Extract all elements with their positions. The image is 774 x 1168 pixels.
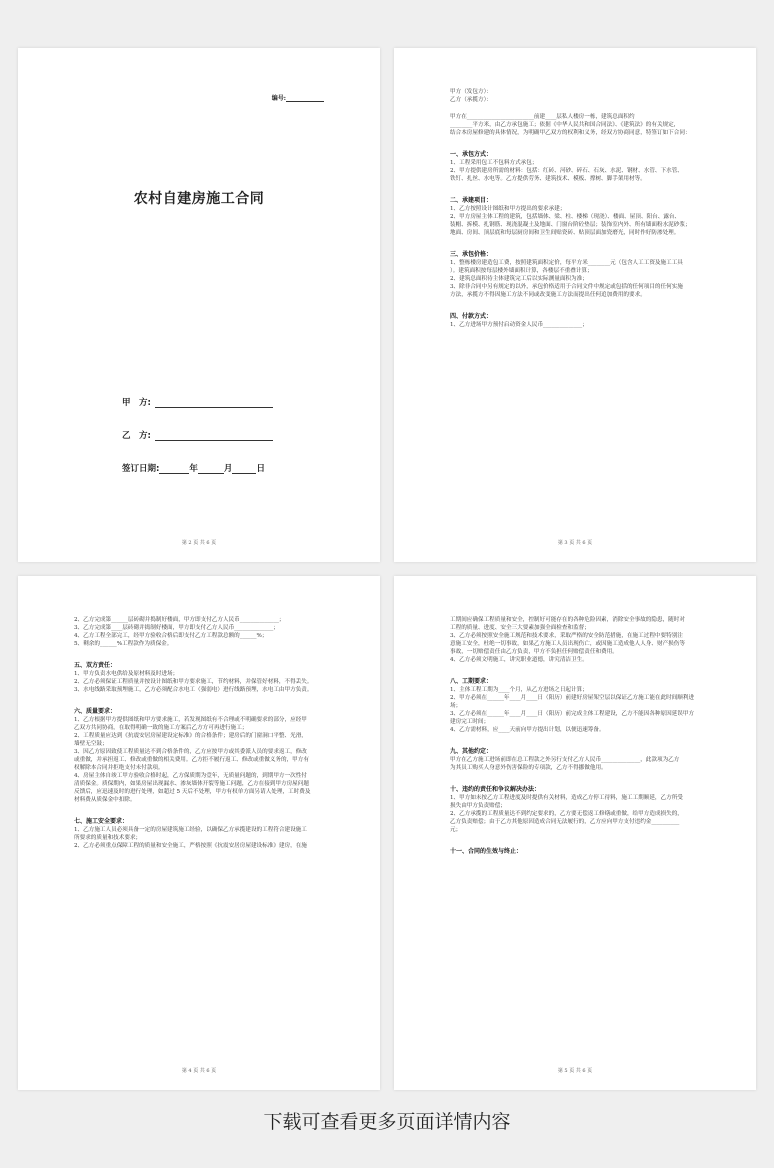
text-line: 4、房屋主体自竣工甲方验收合格时起，乙方保质期为壹年，无质量问题的，到期甲方一次性付 (74, 773, 307, 779)
text-line: 3、乙方必须按照安全施工规范和技术要求，采取严格的安全防范措施，在施工过程中要特别注 (450, 633, 683, 639)
text-line: 1、乙方进场甲方预付启动资金人民币______________； (450, 322, 588, 328)
page-body (74, 616, 330, 850)
text-line: 为其员工购买人身意外伤害保险的专项款，乙方不得挪做他用。 (450, 765, 607, 771)
section-heading: 八、工期要求： (450, 678, 493, 685)
text-line: 墙壁无空鼓； (74, 741, 108, 747)
page-body (450, 616, 706, 856)
text-line: 乙方（承揽方）： (450, 97, 492, 103)
text-line: 结合本房屋修建的具体情况，为明确甲乙双方的权利和义务，经双方协商同意，特签订如下合同： (450, 130, 691, 136)
text-line: 2、甲方必须在______年____月____日（阳历）前建好房屋架空层以保证乙方施工能在此时间顺利进 (450, 695, 695, 701)
text-line: 反馈后，应迅速及时的进行处理，如超过 5 天后不处理，甲方有权单方面另请人处理，工时费及 (74, 789, 311, 795)
paragraph-gap (450, 183, 706, 192)
text-line: 4、乙方必须文明施工，讲究职业道德，讲究清洁卫生。 (450, 657, 588, 663)
text-line: 1、甲方负责水电供给及原材料及时进场； (74, 671, 179, 677)
text-line: 事故，一切赔偿责任由乙方负责，甲方不负担任何赔偿责任和费用。 (450, 649, 618, 655)
page-footer: 第 3 页 共 6 页 (557, 540, 593, 546)
text-line: 材料费从质保金中扣除。 (74, 797, 136, 803)
text-line: 5、剩余的______%工程款作为质保金。 (74, 641, 173, 647)
cover-page (18, 48, 380, 562)
text-line: 2、乙方承揽的工程质量达不到约定要求的，乙方要无偿返工修缮或重做，给甲方造成损失的， (450, 811, 683, 817)
text-line: 甲方在乙方施工进场前即在总工程款之外另行支付乙方人民币______________，此款项为乙方 (450, 757, 680, 763)
text-line: 或重做，并承担返工、修改或重做的相关费用。乙方拒不履行返工、修改或重做义务的，甲方有 (74, 757, 309, 763)
text-line: 1、主体工程工期为____个月，从乙方进场之日起计算； (450, 687, 588, 693)
text-line: 乙双方共同协商，在取得明确一致的施工方案后乙方方可再进行施工； (74, 725, 248, 731)
text-line: 3、因乙方原因致使工程质量达不到合格条件的，乙方应按甲方或其委派人员的要求返工，修改 (74, 749, 307, 755)
text-line: 2、乙方完成第______层砖砌并捣制好楼面，甲方即支付乙方人民币______________； (74, 617, 285, 623)
paragraph-gap (450, 137, 706, 146)
text-line: 所要求的质量和技术要求； (74, 835, 142, 841)
text-line: 2、乙方必须重点保障工程的质量和安全施工，严格按照《抗震安居房屋建设标准》建房，在施 (74, 843, 307, 849)
text-line: 乙方负责赔偿；由于乙方其他原因造成合同无法履行的，乙方应向甲方支付违约金__________ (450, 819, 680, 825)
text-line: 3、乙方完成第____层砖砌并捣制好楼面，甲方即支付乙方人民币______________； (74, 625, 279, 631)
text-line: 元； (450, 827, 462, 833)
paragraph-gap (450, 664, 706, 673)
text-line: 工程的质量、进度、安全三大要素加强全面检查和监督； (450, 625, 590, 631)
text-line: 4、乙方需材料，应____天前向甲方提出计划，以便迅速筹备。 (450, 727, 605, 733)
text-line: 1、乙方根据甲方提供图纸和甲方要求施工，若发现图纸有不合理或不明确要求的部分，应经甲 (74, 717, 307, 723)
section-heading: 五、双方责任： (74, 662, 117, 669)
contract-page-4 (18, 576, 380, 1090)
text-line: 1、工程采用包工不包料方式承包； (450, 160, 538, 166)
paragraph-gap (450, 772, 706, 781)
text-line: 2、乙方必须保证工程质量并按设计图纸和甲方要求施工，节约材料，并保管好材料，不得丢失。 (74, 679, 313, 685)
section-heading: 十一、合同的生效与终止： (450, 848, 523, 855)
paragraph-gap (450, 237, 706, 246)
page-footer: 第 2 页 共 6 页 (181, 540, 217, 546)
contract-number-blank (286, 96, 324, 102)
text-line: 2、工程质量应达到《抗震安居房屋建设定标准》的合格条件；建房后的门窗洞口平整、光滑， (74, 733, 307, 739)
section-heading: 二、承建项目： (450, 197, 493, 204)
contract-title: 农村自建房施工合同 (133, 191, 265, 207)
text-line: 1、整栋楼房建造包工费，按照建筑面积定价，每平方米________元（包含人工工资及施工工具 (450, 260, 683, 266)
text-line: 1、乙方施工人员必须具备一定的房屋建筑施工经验，以确保乙方承揽建设的工程符合建设施工 (74, 827, 307, 833)
text-line: 权解除本合同并拒绝支付未付款项。 (74, 765, 164, 771)
text-line: 装帽、拆模、扎钢筋、现浇混凝土及地面、门窗台阶砼垫层；装饰室内外、所有墙面粉水泥砂浆； (450, 222, 691, 228)
text-line: ________平方米，由乙方承包施工；依据《中华人民共和国合同法》、《建筑法》的有关规定， (450, 122, 680, 128)
text-line: ）。建筑面积按每层楼外墙面积计算，各楼层不重叠计算； (450, 268, 593, 274)
page-footer: 第 5 页 共 6 页 (557, 1068, 593, 1074)
party-a-field: 甲 方: (122, 396, 273, 408)
section-heading: 九、其他约定： (450, 748, 493, 755)
text-line: 2、甲方提供建房所需的材料：包括：红砖、河砂、碎石、石灰、水泥、钢材、水管、下水管、 (450, 168, 683, 174)
paragraph-gap (74, 694, 330, 703)
text-line: 工期间应确保工程质量和安全，控制好可能存在的各种危险因素，消除安全事故的隐患，随时对 (450, 617, 685, 623)
section-heading: 三、承包价格： (450, 251, 493, 258)
section-heading: 六、质量要求： (74, 708, 117, 715)
text-line: 清质保金。质保期内，如果房屋出现漏水、渗灰墙体开裂等施工问题，乙方在接到甲方房屋问题 (74, 781, 309, 787)
section-heading: 十、违约的责任和争议解决办法： (450, 786, 541, 793)
paragraph-gap (450, 104, 706, 113)
text-line: 地面、房间、顶层底和每层厨房间和卫生间贴瓷砖、贴顶层面加瓷磨光，同时作好防渗处理。 (450, 230, 680, 236)
party-b-field: 乙 方: (122, 429, 273, 441)
paragraph-gap (74, 648, 330, 657)
text-line: 2、甲方房屋主体工程的建筑，包括墙体、梁、柱、楼梯（现浇）、楼面、屋顶、阳台、露台、 (450, 214, 681, 220)
party-a-blank (155, 399, 273, 408)
paragraph-gap (450, 299, 706, 308)
text-line: 1、乙方按照设计图纸和甲方提出的要求承建； (450, 206, 566, 212)
page-body (450, 88, 706, 329)
section-heading: 七、施工安全要求： (74, 818, 129, 825)
section-heading: 一、承包方式： (450, 151, 493, 158)
text-line: 铁钉、扎丝、水电等。乙方提供劳务、建筑技术、模板、撑树、脚手架用材等。 (450, 176, 646, 182)
text-line: 甲方（发包方）： (450, 89, 492, 95)
text-line: 2、建筑总面积待主体建筑完工后以实际测量面积为准； (450, 276, 588, 282)
text-line: 方法，承揽方不得因施工方法不同或改变施工方法而提出任何追加费用的要求。 (450, 292, 646, 298)
text-line: 意施工安全，杜绝一切事故，如果乙方施工人员出现伤亡，或因施工造成他人人身、财产损伤等 (450, 641, 685, 647)
paragraph-gap (74, 804, 330, 813)
contract-page-3 (394, 48, 756, 562)
text-line: 4、乙方工程全部完工，经甲方验收合格后即支付乙方工程款总额的______%； (74, 633, 268, 639)
text-line: 甲方在________________________前建____层私人楼房一栋，建筑总面积约 (450, 114, 635, 120)
text-line: 3、乙方必须在______年____月____日（阳历）前完成主体工程建设，乙方不能因各种原因延误甲方 (450, 711, 695, 717)
contract-number: 编号: (272, 93, 324, 102)
text-line: 3、除非合同中另有规定的以外，承包价格适用于合同文件中规定或包括的任何项目的任何实施 (450, 284, 683, 290)
text-line: 场； (450, 703, 462, 709)
download-caption: 下载可查看更多页面详情内容 (263, 1111, 511, 1133)
paragraph-gap (450, 834, 706, 843)
text-line: 建房完工时间； (450, 719, 490, 725)
section-heading: 四、付款方式： (450, 313, 493, 320)
text-line: 损失由甲方负责赔偿； (450, 803, 506, 809)
text-line: 1、甲方如未按乙方工程进度及时提供有关材料，造成乙方停工待料，施工工期顺延，乙方所受 (450, 795, 683, 801)
sign-date-field: 签订日期: 年 月 日 (122, 464, 265, 474)
page-footer: 第 4 页 共 6 页 (181, 1068, 217, 1074)
contract-page-5 (394, 576, 756, 1090)
text-line: 3、水电线路采取预埋施工，乙方必须配合水电工（强弱电）进行线路预埋，水电工由甲方负责。 (74, 687, 313, 693)
paragraph-gap (450, 734, 706, 743)
party-b-blank (155, 432, 273, 441)
